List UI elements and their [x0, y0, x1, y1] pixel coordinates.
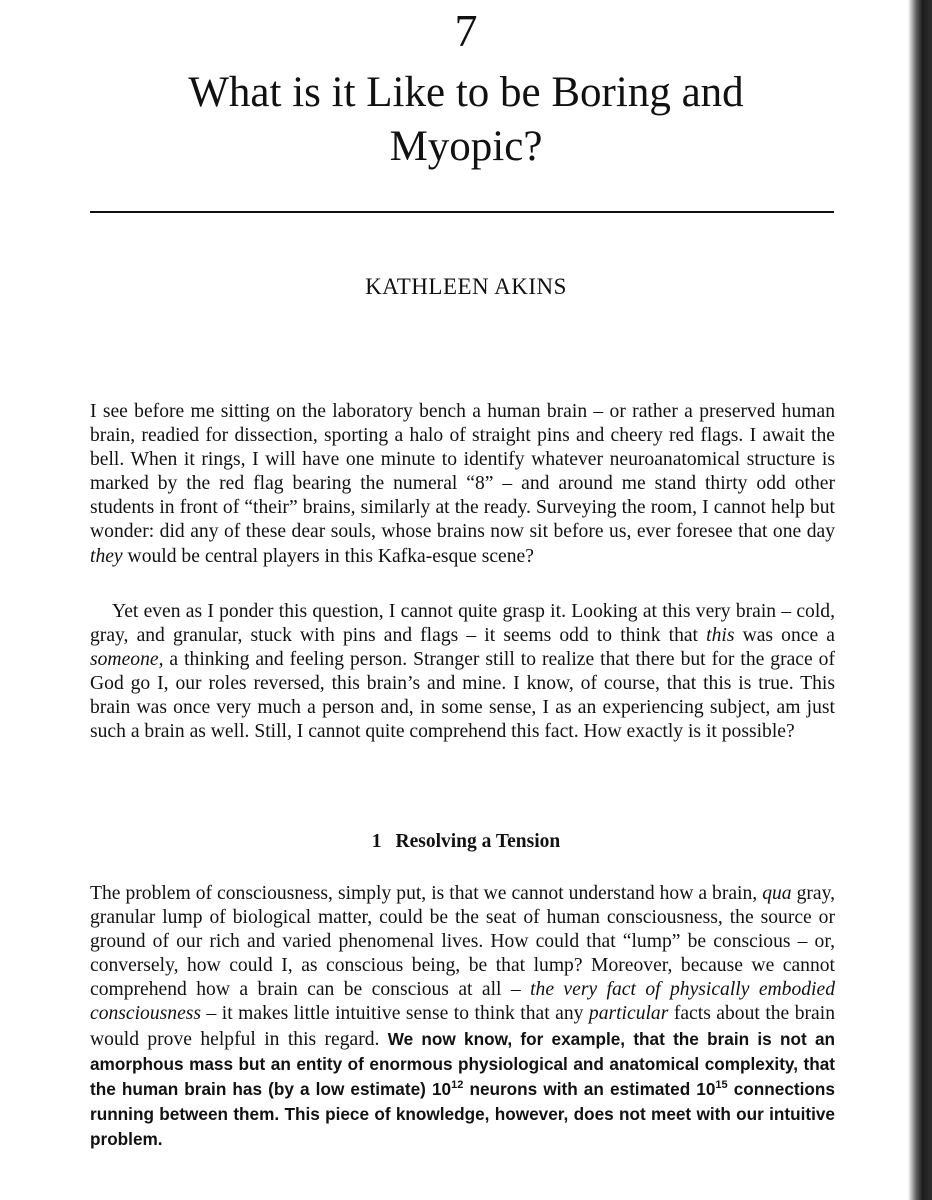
page-edge-shadow [908, 0, 932, 1200]
section-heading [0, 831, 932, 853]
paragraph-2 [90, 600, 835, 745]
section-number: 1 [371, 831, 382, 852]
paragraph-1 [90, 400, 835, 569]
paragraph-3-text-g: facts about the brain would prove helpful in this regard. [90, 1003, 835, 1050]
chapter-title [0, 66, 932, 174]
chapter-number: 7 [454, 5, 478, 56]
exponent-15: 15 [715, 1078, 728, 1091]
title-divider [90, 211, 834, 213]
chapter-title-line-2: Myopic? [389, 123, 543, 170]
paragraph-1-text-c: would be central players in this Kafka-esque scene? [122, 545, 534, 567]
author-name: KATHLEEN AKINS [365, 274, 567, 299]
exponent-12: 12 [451, 1078, 464, 1091]
paragraph-3-text-c: gray, granular lump of biological matter, could be the seat of human consciousness, the source or ground of our rich and varied phenomenal lives. How could that “lump” be conscious – or, conversely, how could I, as conscious being, be that lump? Moreover, because we cannot comprehend how a brain can be conscious at all – [90, 883, 836, 1001]
paragraph-1-italic: they [90, 545, 123, 567]
paragraph-3-text-e: – it makes little intuitive sense to think that any [201, 1003, 589, 1025]
paragraph-2-text-a: Yet even as I ponder this question, I cannot quite grasp it. Looking at this very brain – cold, gray, and granular, stuck with pins and flags – it seems odd to think that [90, 601, 835, 647]
paragraph-3-italic-particular: particular [588, 1003, 669, 1025]
paragraph-2-italic-someone: someone [90, 649, 159, 671]
paragraph-3-italic-qua: qua [762, 883, 792, 904]
paragraph-2-italic-this: this [706, 625, 735, 647]
paragraph-2-text-e: , a thinking and feeling person. Stranger still to realize that there but for the grace of God go I, our roles reversed, this brain’s and mine. I know, of course, that this is true. This brain was once very much a person and, in some sense, I as an experiencing subject, am just such a brain as well. Still, I cannot quite comprehend this fact. How exactly is it possible? [90, 649, 835, 743]
paragraph-3 [90, 882, 835, 1152]
section-title: Resolving a Tension [395, 831, 561, 852]
paragraph-3-bold-text-a: We now know, for example, that the brain is not an amorphous mass but an entity of enormous physiological and anatomical complexity, that the human brain has (by a low estimate) 10 [90, 1028, 835, 1099]
paragraph-1-text-a: I see before me sitting on the laboratory bench a human brain – or rather a preserved human brain, readied for dissection, sporting a halo of straight pins and cheery red flags. I await the bell. When it rings, I will have one minute to identify whatever neuroanatomical structure is marked by the red flag bearing the numeral “8” – and around me stand thirty odd other students in front of “their” brains, similarly at the ready. Surveying the room, I cannot help but wonder: did any of these dear souls, whose brains now sit before us, ever foresee that one day [90, 401, 835, 543]
paragraph-3-text-a: The problem of consciousness, simply put, is that we cannot understand how a brain, [90, 883, 763, 904]
paragraph-2-text-c: was once a [734, 625, 835, 647]
chapter-title-line-1: What is it Like to be Boring and [188, 69, 744, 116]
paragraph-3-italic-phrase: the very fact of physically embodied consciousness [90, 979, 835, 1025]
paragraph-3-bold-text-b: neurons with an estimated 10 [463, 1078, 716, 1099]
paragraph-3-bold-text-c: connections running between them. This piece of knowledge, however, does not meet with our intuitive problem. [90, 1078, 835, 1149]
